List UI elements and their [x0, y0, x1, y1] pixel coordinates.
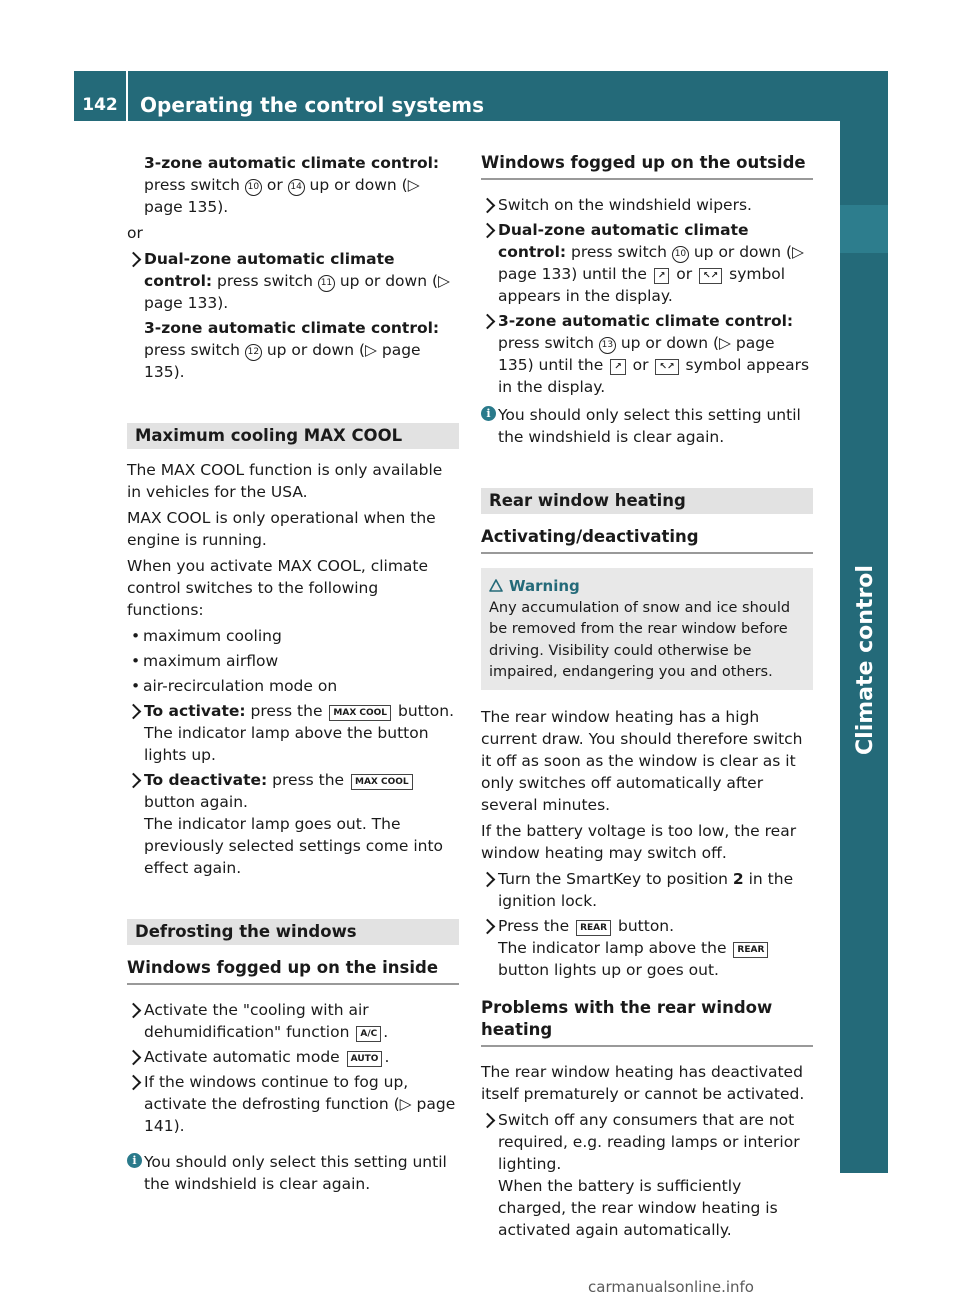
switch-number-icon: 13 — [599, 337, 616, 354]
step-item: Turn the SmartKey to position 2 in the ignition lock. — [481, 868, 813, 912]
section-heading: Maximum cooling MAX COOL — [127, 423, 459, 449]
airflow-windshield-icon: ↗ — [610, 359, 626, 375]
subheading: Activating/deactivating — [481, 526, 813, 554]
left-column — [127, 152, 459, 1199]
step-item: Activate automatic mode AUTO . — [127, 1046, 459, 1068]
step-item: To deactivate: press the MAX COOL button again. The indicator lamp goes out. The previously selected settings come into effect again. — [127, 769, 459, 879]
info-note: i You should only select this setting until the windshield is clear again. — [481, 404, 813, 448]
or-text: or — [127, 224, 143, 242]
switch-number-icon: 12 — [245, 344, 262, 361]
rear-window-heating-icon: REAR — [576, 920, 611, 936]
step-item: Activate the "cooling with air dehumidification" function A/C . — [127, 999, 459, 1043]
step-item: Dual-zone automatic climate control: press switch 10 up or down (▷ page 133) until the ↗ or ↖↗ symbol appears in the display. — [481, 219, 813, 307]
step-item: Switch on the windshield wipers. — [481, 194, 813, 216]
page-ref-arrow-icon: ▷ — [438, 272, 450, 290]
switch-number-icon: 11 — [318, 275, 335, 292]
airflow-windshield-footwell-icon: ↖↗ — [699, 268, 722, 284]
step-item: To activate: press the MAX COOL button. The indicator lamp above the button lights up. — [127, 700, 459, 766]
max-cool-icon: MAX COOL — [329, 705, 391, 721]
auto-icon: AUTO — [347, 1051, 383, 1067]
paragraph: 3-zone automatic climate control: press switch 12 up or down (▷ page 135). — [144, 319, 440, 381]
paragraph: If the battery voltage is too low, the rear window heating may switch off. — [481, 821, 797, 862]
list-item: • maximum cooling — [127, 625, 459, 647]
page-ref-arrow-icon: ▷ — [719, 334, 731, 352]
ac-icon: A/C — [356, 1026, 381, 1042]
subheading: Problems with the rear window heating — [481, 997, 813, 1047]
section-heading: Defrosting the windows — [127, 919, 459, 945]
paragraph: When you activate MAX COOL, climate control switches to the following functions: — [127, 557, 429, 619]
header-divider — [126, 71, 128, 121]
step-item: Switch off any consumers that are not required, e.g. reading lamps or interior lighting. When the battery is sufficiently charged, the rear window heating is activated again automatically. — [481, 1109, 813, 1241]
subheading: Windows fogged up on the outside — [481, 152, 813, 180]
right-column — [481, 152, 813, 1244]
paragraph: The rear window heating has deactivated itself prematurely or cannot be activated. — [481, 1062, 805, 1103]
warning-text: Any accumulation of snow and ice should be removed from the rear window before driving. Visibility could otherwise be impaired, endangering you and others. — [489, 599, 791, 680]
airflow-windshield-footwell-icon: ↖↗ — [655, 359, 678, 375]
page-ref-arrow-icon: ▷ — [792, 243, 804, 261]
step-item: Press the REAR button. The indicator lamp above the REAR button lights up or goes out. — [481, 915, 813, 981]
page-ref-arrow-icon: ▷ — [399, 1095, 412, 1113]
paragraph: The MAX COOL function is only available in vehicles for the USA. — [127, 461, 443, 501]
switch-number-icon: 14 — [288, 179, 305, 196]
page-ref-arrow-icon: ▷ — [365, 341, 377, 359]
paragraph: 3-zone automatic climate control: press switch 10 or 14 up or down (▷ page 135). — [144, 154, 440, 216]
switch-number-icon: 10 — [672, 246, 689, 263]
airflow-windshield-icon: ↗ — [654, 268, 670, 284]
info-icon: i — [481, 406, 496, 421]
list-item: • air-recirculation mode on — [127, 675, 459, 697]
subheading: Windows fogged up on the inside — [127, 957, 459, 985]
info-note: i You should only select this setting until the windshield is clear again. — [127, 1151, 459, 1195]
max-cool-icon: MAX COOL — [351, 774, 413, 790]
paragraph: The rear window heating has a high current draw. You should therefore switch it off as soon as the window is clear as it only switches off automatically after several minutes. — [481, 707, 803, 814]
page-number: 142 — [82, 95, 118, 115]
page-header — [74, 71, 888, 121]
page-ref-arrow-icon: ▷ — [407, 176, 420, 194]
step-item: If the windows continue to fog up, activate the defrosting function (▷ page 141). — [127, 1071, 459, 1137]
section-heading: Rear window heating — [481, 488, 813, 514]
watermark: carmanualsonline.info — [588, 1278, 754, 1296]
info-icon: i — [127, 1153, 142, 1168]
side-tab-label: Climate control — [853, 565, 878, 755]
paragraph: MAX COOL is only operational when the engine is running. — [127, 509, 436, 549]
list-item: • maximum airflow — [127, 650, 459, 672]
switch-number-icon: 10 — [245, 179, 262, 196]
warning-title: Warning — [509, 576, 805, 598]
rear-window-heating-icon: REAR — [733, 942, 768, 958]
chapter-title: Operating the control systems — [140, 93, 485, 117]
side-tab-marker — [840, 205, 888, 253]
warning-box — [481, 568, 813, 690]
warning-triangle-icon — [489, 579, 503, 592]
step-item: 3-zone automatic climate control: press switch 13 up or down (▷ page 135) until the ↗ or ↖↗ symbol appears in the display. — [481, 310, 813, 398]
step-item: Dual-zone automatic climate control: press switch 11 up or down (▷ page 133). — [127, 248, 459, 314]
